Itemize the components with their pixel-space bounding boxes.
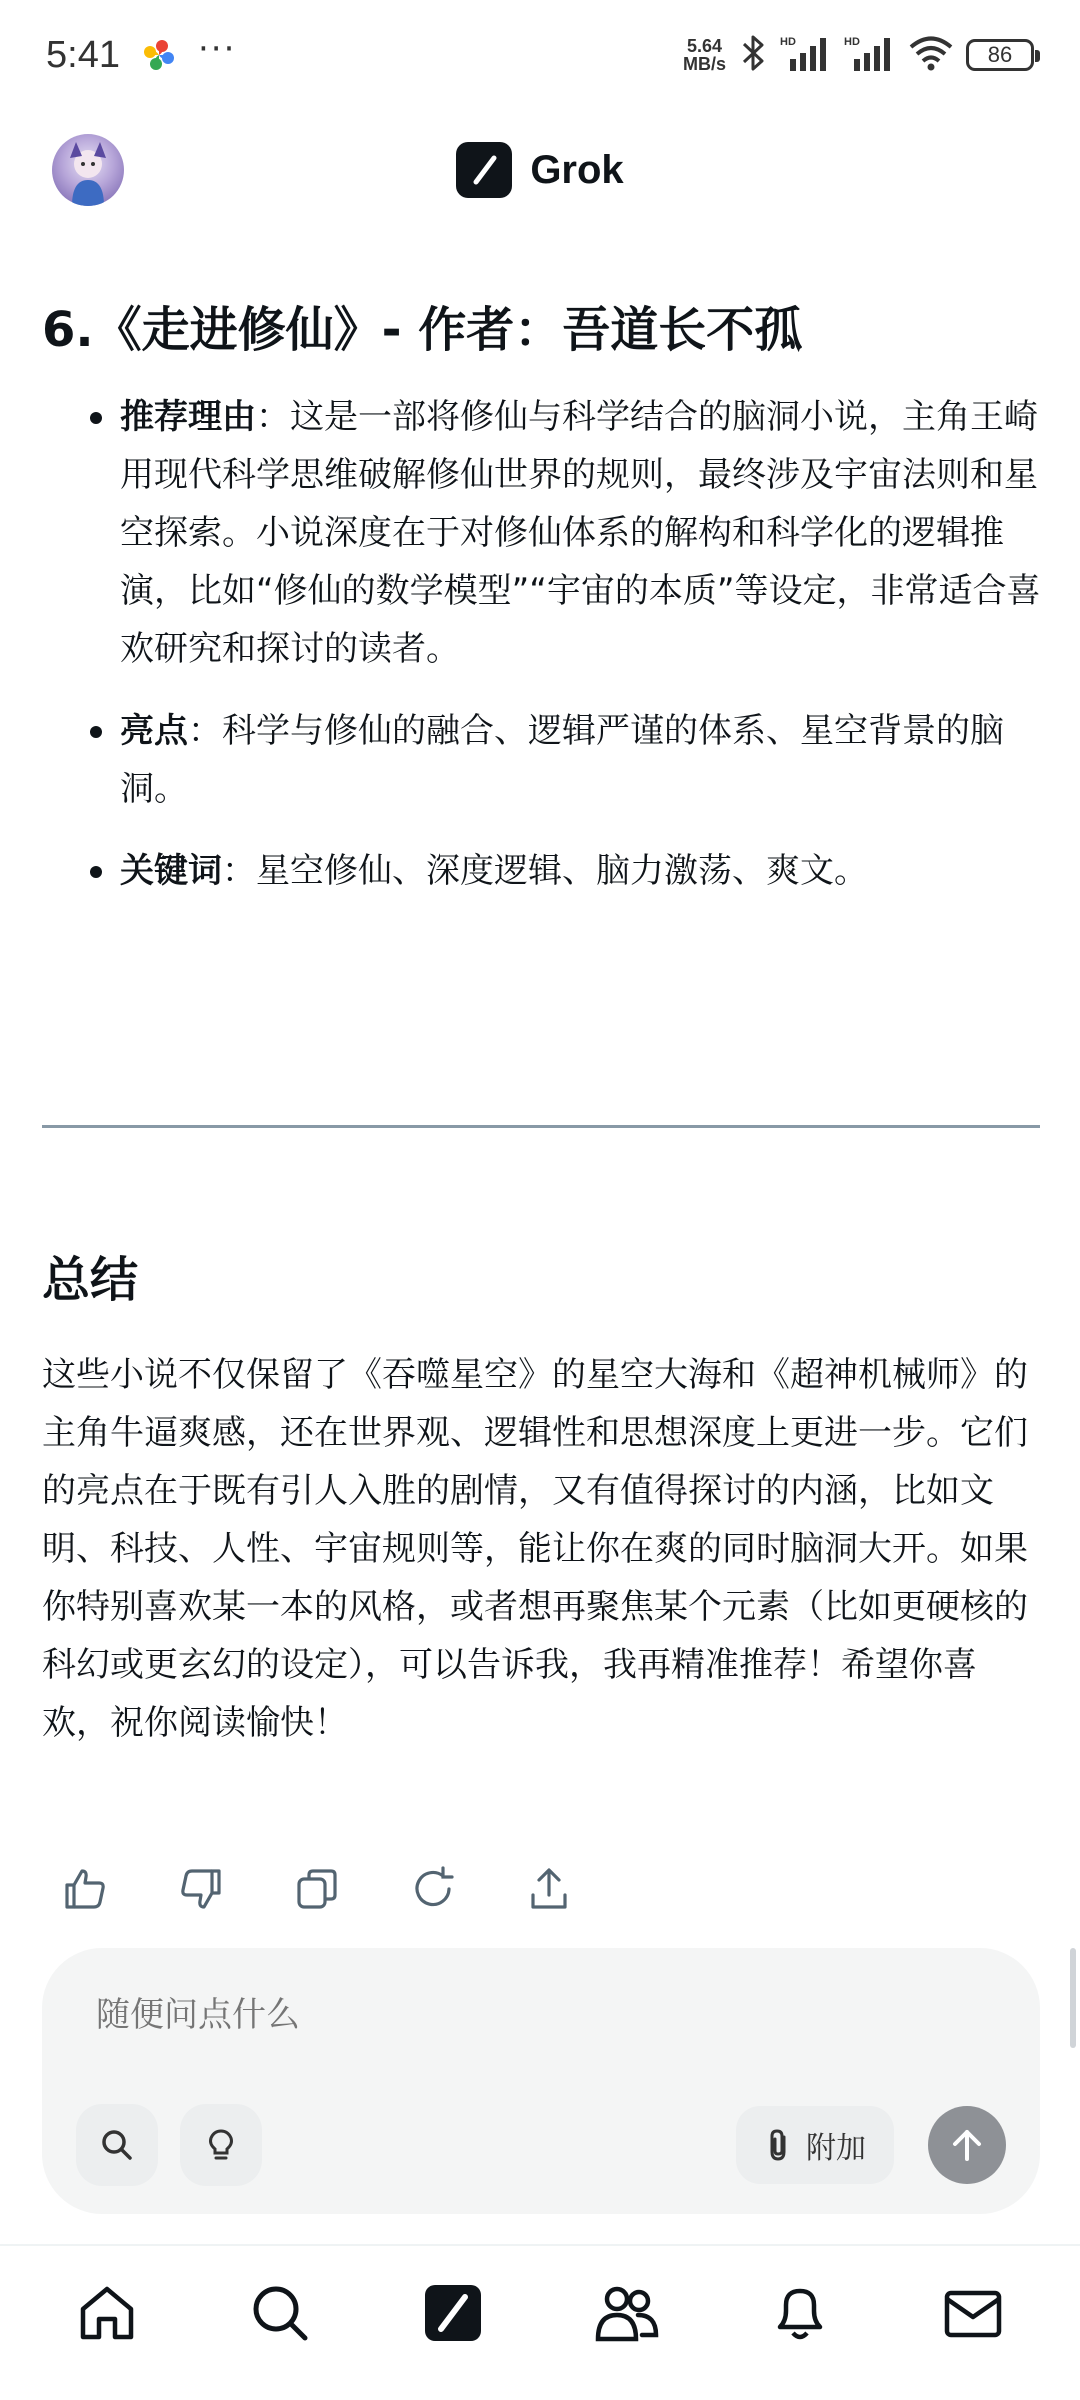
regenerate-button[interactable] <box>404 1860 462 1918</box>
nav-notifications[interactable] <box>760 2273 840 2353</box>
share-button[interactable] <box>520 1860 578 1918</box>
wifi-icon <box>908 34 954 76</box>
grok-icon <box>423 2283 483 2343</box>
battery-indicator: 86 <box>966 39 1034 71</box>
composer-toolbar <box>76 2104 1006 2186</box>
thumbs-down-icon <box>177 1865 225 1913</box>
nav-communities[interactable] <box>587 2273 667 2353</box>
lightbulb-icon <box>203 2127 239 2163</box>
recommendation-section <box>42 300 1042 924</box>
bullet-label: 推荐理由 <box>120 397 256 437</box>
divider <box>42 1125 1040 1128</box>
copy-icon <box>293 1865 341 1913</box>
section-heading: 6.《走进修仙》- 作者：吾道长不孤 <box>42 302 803 358</box>
notifications-icon <box>768 2281 832 2345</box>
summary-title: 总结 <box>42 1252 139 1308</box>
status-time: 5:41 <box>46 33 120 76</box>
copy-button[interactable] <box>288 1860 346 1918</box>
send-button[interactable] <box>928 2106 1006 2184</box>
grok-logo-icon <box>456 142 512 198</box>
summary-section <box>42 1250 1042 1752</box>
arrow-up-icon <box>947 2125 987 2165</box>
status-left <box>46 29 237 77</box>
paperclip-icon <box>764 2127 794 2163</box>
list-item <box>42 842 1042 900</box>
bullet-label: 亮点 <box>120 711 188 751</box>
app-header <box>0 110 1080 230</box>
bullet-text: ：星空修仙、深度逻辑、脑力激荡、爽文。 <box>222 851 868 891</box>
net-speed: 5.64 MB/s <box>682 36 726 74</box>
thumbs-up-icon <box>61 1865 109 1913</box>
signal-hd-2-icon <box>844 33 896 77</box>
bluetooth-icon <box>738 34 768 76</box>
status-right <box>683 33 1034 77</box>
list-item <box>42 388 1042 678</box>
think-button[interactable] <box>180 2104 262 2186</box>
response-actions <box>56 1860 578 1918</box>
thumbs-up-button[interactable] <box>56 1860 114 1918</box>
brand-name: Grok <box>530 147 624 192</box>
photos-pinwheel-icon <box>142 38 176 72</box>
nav-grok[interactable] <box>413 2273 493 2353</box>
svg-text:HD: HD <box>780 36 796 48</box>
list-item <box>42 702 1042 818</box>
more-notifications-icon: ··· <box>197 29 237 69</box>
deep-search-button[interactable] <box>76 2104 158 2186</box>
share-icon <box>525 1865 573 1913</box>
search-icon <box>248 2281 312 2345</box>
brand <box>456 142 623 198</box>
home-icon <box>75 2281 139 2345</box>
composer <box>42 1948 1040 2214</box>
bullet-list <box>42 388 1042 900</box>
communities-icon <box>592 2281 662 2345</box>
regenerate-icon <box>409 1865 457 1913</box>
status-bar <box>0 0 1080 110</box>
signal-hd-1-icon <box>780 33 832 77</box>
messages-icon <box>941 2281 1005 2345</box>
nav-home[interactable] <box>67 2273 147 2353</box>
svg-text:HD: HD <box>844 36 860 48</box>
thumbs-down-button[interactable] <box>172 1860 230 1918</box>
attach-button[interactable] <box>736 2106 894 2184</box>
bullet-text: ：这是一部将修仙与科学结合的脑洞小说，主角王崎用现代科学思维破解修仙世界的规则，最终涉及宇宙法则和星空探索。小说深度在于对修仙体系的解构和科学化的逻辑推演，比如“修仙的数学模型”“宇宙的本质”等设定，非常适合喜欢研究和探讨的读者。 <box>120 397 1041 669</box>
nav-messages[interactable] <box>933 2273 1013 2353</box>
attach-label: 附加 <box>806 2131 866 2166</box>
avatar[interactable] <box>52 134 124 206</box>
nav-search[interactable] <box>240 2273 320 2353</box>
summary-text: 这些小说不仅保留了《吞噬星空》的星空大海和《超神机械师》的主角牛逼爽感，还在世界观、逻辑性和思想深度上更进一步。它们的亮点在于既有引人入胜的剧情，又有值得探讨的内涵，比如文明、科技、人性、宇宙规则等，能让你在爽的同时脑洞大开。如果你特别喜欢某一本的风格，或者想再聚焦某个元素（比如更硬核的科幻或更玄幻的设定），可以告诉我，我再精准推荐！希望你喜欢，祝你阅读愉快！ <box>42 1355 1028 1743</box>
bottom-nav <box>0 2244 1080 2400</box>
ask-input[interactable] <box>96 1996 896 2035</box>
search-icon <box>99 2127 135 2163</box>
bullet-text: ：科学与修仙的融合、逻辑严谨的体系、星空背景的脑洞。 <box>120 711 1004 809</box>
scrollbar[interactable] <box>1070 1948 1076 2048</box>
bullet-label: 关键词 <box>120 851 222 891</box>
